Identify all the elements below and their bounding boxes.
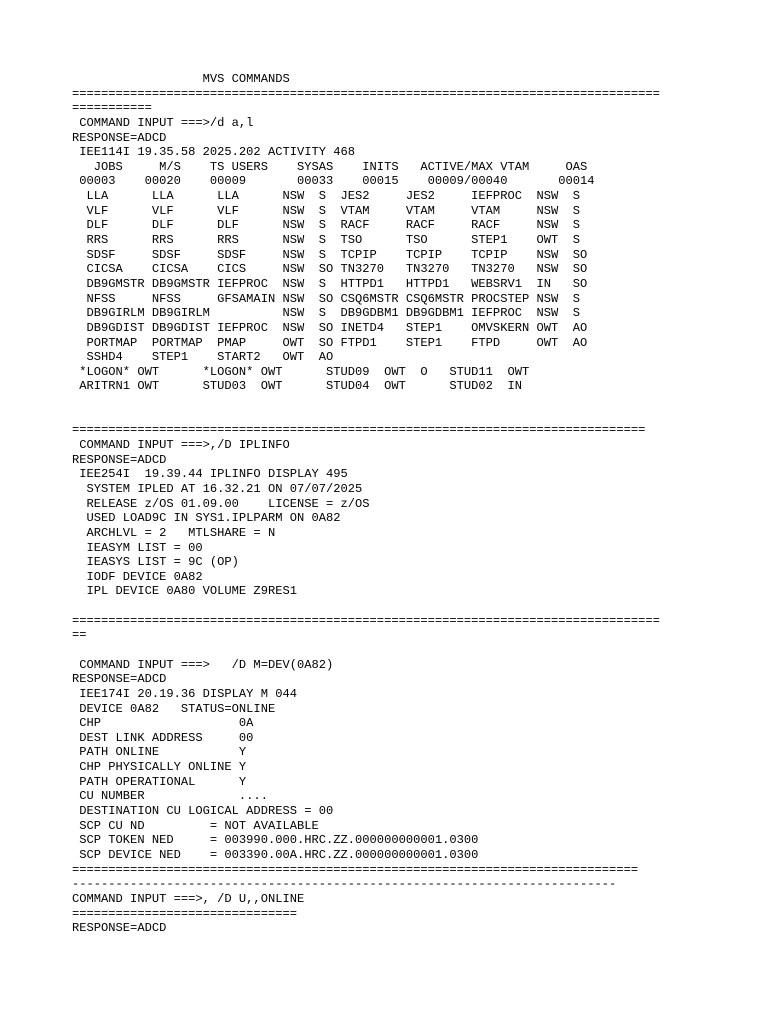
document-line: CHP 0A xyxy=(72,716,254,731)
document-line: RESPONSE=ADCD xyxy=(72,921,167,936)
document-line: 00003 00020 00009 00033 00015 00009/00040 00014 xyxy=(72,174,595,189)
document-line: DB9GDIST DB9GDIST IEFPROC NSW SO INETD4 STEP1 OMVSKERN OWT AO xyxy=(72,320,588,335)
document-line: CHP PHYSICALLY ONLINE Y xyxy=(72,760,247,775)
document-line: IPL DEVICE 0A80 VOLUME Z9RES1 xyxy=(72,584,297,599)
document-line: DB9GIRLM DB9GIRLM NSW S DB9GDBM1 DB9GDBM1 IEFPROC NSW S xyxy=(72,306,581,321)
document-line: *LOGON* OWT *LOGON* OWT STUD09 OWT O STUD11 OWT xyxy=(72,364,530,379)
document-line xyxy=(72,599,702,614)
document-line: RELEASE z/OS 01.09.00 LICENSE = z/OS xyxy=(72,496,370,511)
document-line: JOBS M/S TS USERS SYSAS INITS ACTIVE/MAX VTAM OAS xyxy=(72,159,588,174)
document-line: CU NUMBER .... xyxy=(72,789,268,804)
document-line: RRS RRS RRS NSW S TSO TSO STEP1 OWT S xyxy=(72,233,581,248)
document-line: IEASYS LIST = 9C (OP) xyxy=(72,555,239,570)
document-line: DEST LINK ADDRESS 00 xyxy=(72,730,254,745)
document-line: RESPONSE=ADCD xyxy=(72,130,167,145)
document-line: SCP DEVICE NED = 003390.00A.HRC.ZZ.000000000001.0300 xyxy=(72,847,479,862)
document-line: ============================================================================== xyxy=(72,862,639,877)
document-line: COMMAND INPUT ===> /D M=DEV(0A82) xyxy=(72,657,334,672)
document-line: =========== xyxy=(72,101,152,116)
document-line: IODF DEVICE 0A82 xyxy=(72,569,203,584)
document-line: == xyxy=(72,628,87,643)
document-page xyxy=(72,72,702,952)
document-line xyxy=(72,394,702,409)
document-line xyxy=(72,643,702,658)
document-line: ================================================================================= xyxy=(72,86,660,101)
document-line: IEASYM LIST = 00 xyxy=(72,540,203,555)
document-line: --------------------------------------------------------------------------- xyxy=(72,877,617,892)
document-line: =============================================================================== xyxy=(72,423,646,438)
document-line: IEE254I 19.39.44 IPLINFO DISPLAY 495 xyxy=(72,467,348,482)
document-line: LLA LLA LLA NSW S JES2 JES2 IEFPROC NSW S xyxy=(72,189,581,204)
document-line: SDSF SDSF SDSF NSW S TCPIP TCPIP TCPIP NSW SO xyxy=(72,247,588,262)
document-line: DB9GMSTR DB9GMSTR IEFPROC NSW S HTTPD1 HTTPD1 WEBSRV1 IN SO xyxy=(72,276,588,291)
document-line: SCP TOKEN NED = 003990.000.HRC.ZZ.000000000001.0300 xyxy=(72,833,479,848)
document-line: ARITRN1 OWT STUD03 OWT STUD04 OWT STUD02 IN xyxy=(72,379,522,394)
document-line: RESPONSE=ADCD xyxy=(72,452,167,467)
document-line: COMMAND INPUT ===>,/D IPLINFO xyxy=(72,438,290,453)
document-line: COMMAND INPUT ===>/d a,l xyxy=(72,115,254,130)
document-line: NFSS NFSS GFSAMAIN NSW SO CSQ6MSTR CSQ6MSTR PROCSTEP NSW S xyxy=(72,291,581,306)
document-line: USED LOAD9C IN SYS1.IPLPARM ON 0A82 xyxy=(72,511,341,526)
document-line: RESPONSE=ADCD xyxy=(72,672,167,687)
document-line: PATH OPERATIONAL Y xyxy=(72,774,247,789)
document-line: SSHD4 STEP1 START2 OWT AO xyxy=(72,350,334,365)
document-line: ARCHLVL = 2 MTLSHARE = N xyxy=(72,525,276,540)
document-line: PORTMAP PORTMAP PMAP OWT SO FTPD1 STEP1 FTPD OWT AO xyxy=(72,335,588,350)
document-line xyxy=(72,409,702,424)
document-line: DEVICE 0A82 STATUS=ONLINE xyxy=(72,701,276,716)
document-line: ================================================================================= xyxy=(72,613,660,628)
document-line: SCP CU ND = NOT AVAILABLE xyxy=(72,818,319,833)
document-line: PATH ONLINE Y xyxy=(72,745,247,760)
document-line: COMMAND INPUT ===>, /D U,,ONLINE xyxy=(72,891,305,906)
document-line: SYSTEM IPLED AT 16.32.21 ON 07/07/2025 xyxy=(72,481,363,496)
document-line: CICSA CICSA CICS NSW SO TN3270 TN3270 TN3270 NSW SO xyxy=(72,262,588,277)
document-line: DESTINATION CU LOGICAL ADDRESS = 00 xyxy=(72,804,334,819)
document-line: =============================== xyxy=(72,906,297,921)
document-line: DLF DLF DLF NSW S RACF RACF RACF NSW S xyxy=(72,218,581,233)
document-line: MVS COMMANDS xyxy=(72,72,290,86)
document-line: IEE114I 19.35.58 2025.202 ACTIVITY 468 xyxy=(72,145,356,160)
document-line: VLF VLF VLF NSW S VTAM VTAM VTAM NSW S xyxy=(72,203,581,218)
document-line: IEE174I 20.19.36 DISPLAY M 044 xyxy=(72,686,297,701)
